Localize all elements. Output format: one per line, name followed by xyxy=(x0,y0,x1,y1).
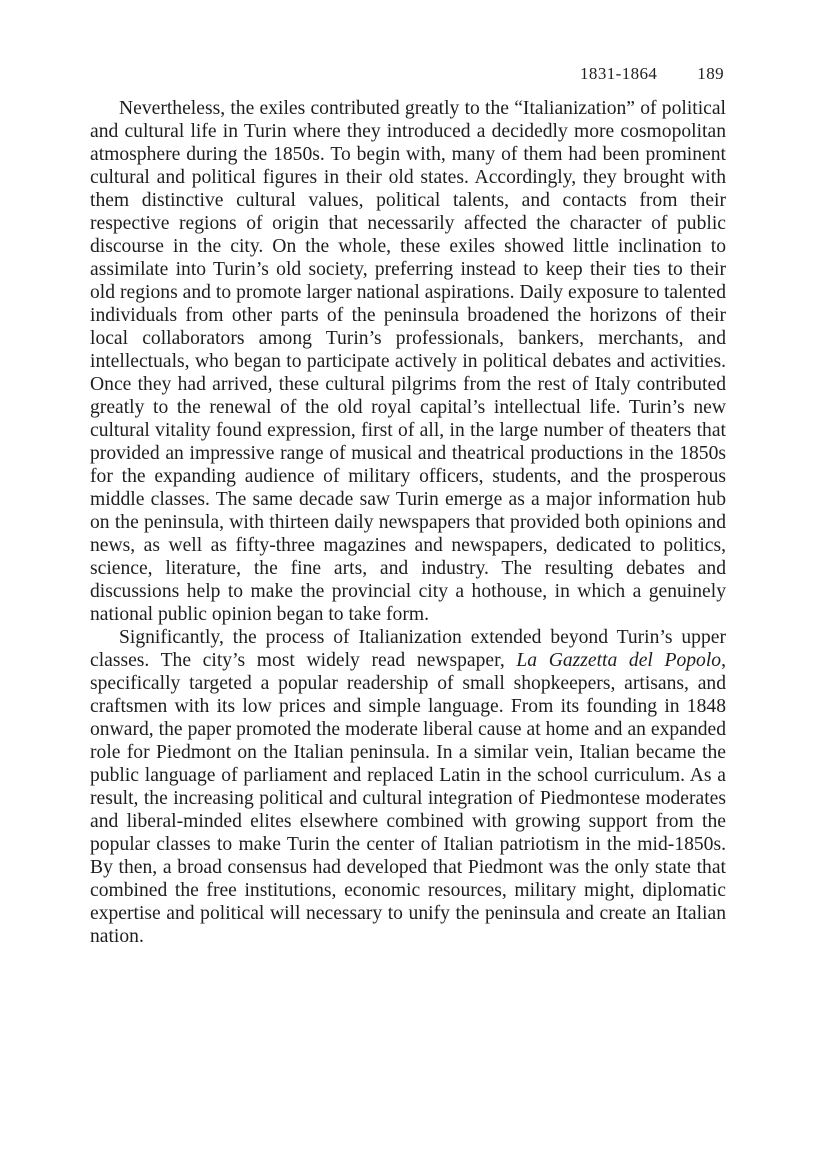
running-head xyxy=(580,64,724,84)
paragraph xyxy=(90,626,726,948)
running-head-title: 1831-1864 xyxy=(580,64,658,83)
body-text xyxy=(90,97,726,948)
paragraph-text: Nevertheless, the exiles contributed greatly to the “Italianization” of political and cultural life in Turin where they introduced a decidedly more cosmopolitan atmosphere during the 1850s. To begin with, many of them had been prominent cultural and political figures in their old states. Accordingly, they brought with them distinctive cultural values, political talents, and contacts from their respective regions of origin that necessarily affected the character of public discourse in the city. On the whole, these exiles showed little inclination to assimilate into Turin’s old society, preferring instead to keep their ties to their old regions and to promote larger national aspirations. Daily exposure to talented individuals from other parts of the peninsula broadened the horizons of their local collaborators among Turin’s professionals, bankers, merchants, and intellectuals, who began to participate actively in political debates and activities. Once they had arrived, these cultural pilgrims from the rest of Italy contributed greatly to the renewal of the old royal capital’s intellectual life. Turin’s new cultural vitality found expression, first of all, in the large number of theaters that provided an impressive range of musical and theatrical productions in the 1850s for the expanding audience of military officers, students, and the prosperous middle classes. The same decade saw Turin emerge as a major information hub on the peninsula, with thirteen daily newspapers that provided both opinions and news, as well as fifty-three magazines and newspapers, dedicated to politics, science, literature, the fine arts, and industry. The resulting debates and discussions help to make the provincial city a hothouse, in which a genuinely national public opinion began to take form. xyxy=(90,98,726,625)
newspaper-title: La Gazzetta del Popolo xyxy=(516,650,722,671)
paragraph-text: , specifically targeted a popular readership of small shopkeepers, artisans, and craftsmen with its low prices and simple language. From its founding in 1848 onward, the paper promoted the moderate liberal cause at home and an expanded role for Piedmont on the Italian peninsula. In a similar vein, Italian became the public language of parliament and replaced Latin in the school curriculum. As a result, the increasing political and cultural integration of Piedmontese moderates and liberal-minded elites elsewhere combined with growing support from the popular classes to make Turin the center of Italian patriotism in the mid-1850s. By then, a broad consensus had developed that Piedmont was the only state that combined the free institutions, economic resources, military might, diplomatic expertise and political will necessary to unify the peninsula and create an Italian nation. xyxy=(90,650,726,947)
page-number: 189 xyxy=(697,64,724,83)
paragraph xyxy=(90,97,726,626)
paragraph-text: Significantly, the process of Italianization extended beyond Turin’s upper classes. The city’s most widely read newspaper, xyxy=(90,627,726,671)
